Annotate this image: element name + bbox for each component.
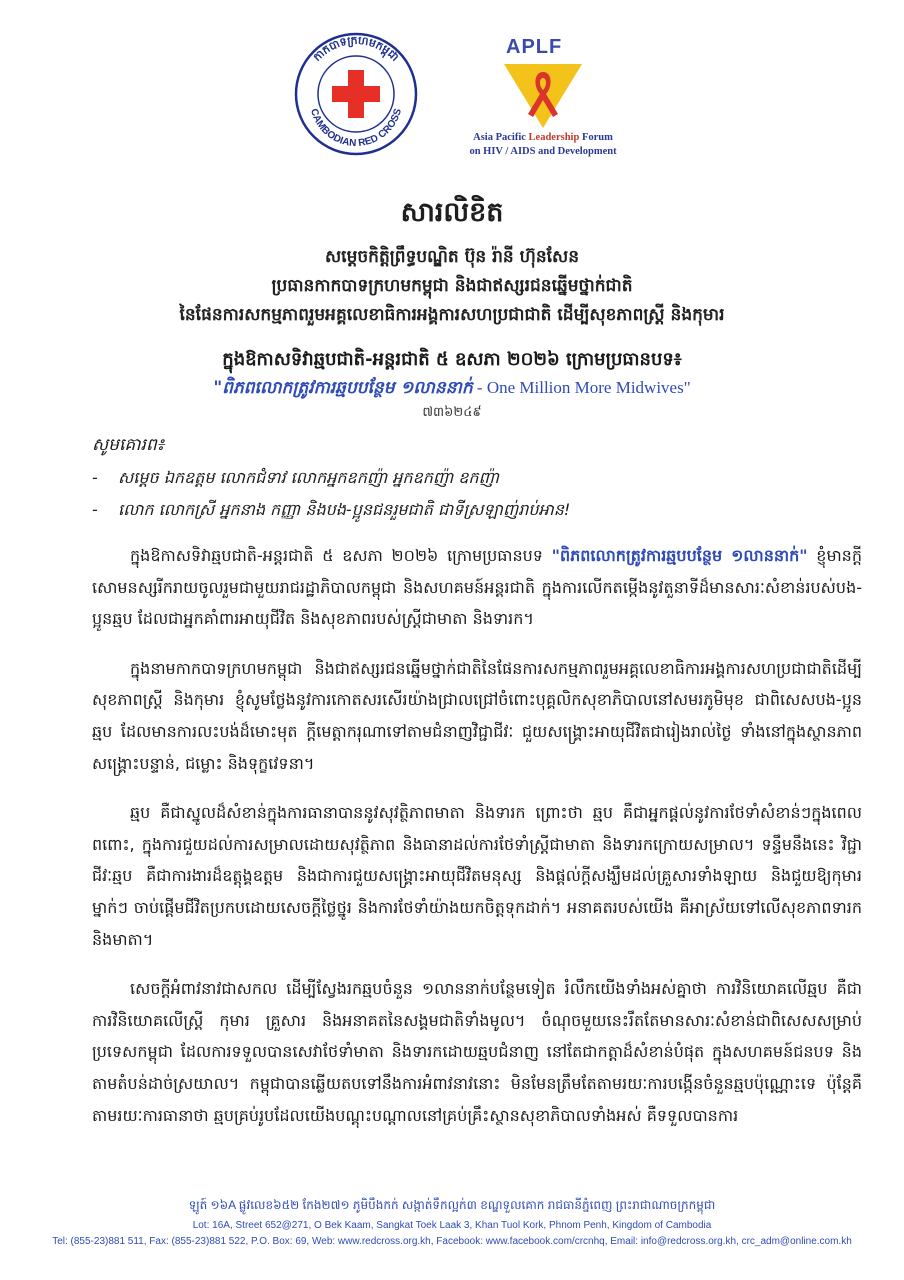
body-paragraph-3: ឆ្មប គឺជាស្នូលដ៏សំខាន់ក្នុងការធានាបាននូវសុវត្ថិភាពមាតា និងទារក ព្រោះថា ឆ្មប គឺជាអ្នកផ្តល់នូវការថែទាំសំខាន់ៗក្នុងពេលពពោះ, ក្នុងការជួយដល់ការសម្រាលដោយសុវត្ថិភាព និងធានាដល់ការថែទាំស្ត្រីជាមាតា និងទារកក្រោយសម្រាល។ ទន្ទឹមនឹងនេះ វិជ្ជាជីវៈឆ្មប គឺជាការងារដ៏ឧត្តុង្គឧត្តម និងជាការជួយសង្គ្រោះអាយុជីវិតមនុស្ស និងផ្តល់ក្តីសង្ឃឹមដល់គ្រួសារទាំងឡាយ និងជួយឱ្យកុមារម្នាក់ៗ ចាប់ផ្តើមជីវិតប្រកបដោយសេចក្តីថ្លៃថ្នូរ និងការថែទាំយ៉ាងយកចិត្តទុកដាក់។ អនាគតរបស់យើង គឺអាស្រ័យទៅលើសុខភាពទារក និងមាតា។ [92,803,862,949]
addressee-item [92,462,852,494]
body-paragraph-1 [92,540,862,635]
addressee-text: សម្តេច ឯកឧត្តម លោកជំទាវ លោកអ្នកឧកញ៉ា អ្នកឧកញ៉ា ឧកញ៉ា [118,468,499,487]
greeting: សូមគោរព៖ [92,435,165,455]
addressee-text: លោក លោកស្រី អ្នកនាង កញ្ញា និងបង-ប្អូនជនរួមជាតិ ជាទីស្រឡាញ់រាប់អាន! [118,500,571,519]
aplf-name-part2: Forum [579,132,613,143]
footer-address-english: Lot: 16A, Street 652@271, O Bek Kaam, Sangkat Toek Laak 3, Khan Tuol Kork, Phnom Penh, Kingdom of Cambodia [192,1220,712,1231]
occasion-heading: ក្នុងឱកាសទិវាឆ្មបជាតិ-អន្តរជាតិ ៥ ឧសភា ២០២៦ ក្រោមប្រធានបទ៖ [222,349,682,370]
body-paragraph-2: ក្នុងនាមកាកបាទក្រហមកម្ពុជា និងជាឥស្សរជនឆ្នើមថ្នាក់ជាតិនៃផែនការសកម្មភាពរួមអគ្គលេខាធិការអង្គការសហប្រជាជាតិដើម្បីសុខភាពស្ត្រី និងកុមារ ខ្ញុំសូមថ្លែងនូវការកោតសរសើរយ៉ាងជ្រាលជ្រៅចំពោះបុគ្គលិកសុខាភិបាលនៅសមរភូមិមុខ ជាពិសេសបង-ប្អូនឆ្មប ដែលមានការលះបង់ដ៏មោះមុត ក្តីមេត្តាករុណាទៅតាមជំនាញវិជ្ជាជីវៈ ជួយសង្គ្រោះអាយុជីវិតជារៀងរាល់ថ្ងៃ ទាំងនៅក្នុងស្ថានភាពសង្គ្រោះបន្ទាន់, ជម្លោះ និងទុក្ខវេទនា។ [92,658,862,773]
cambodian-red-cross-logo [292,30,420,158]
crc-logo-khmer-text: កាកបាទក្រហមកម្ពុជា [310,33,402,64]
p1-theme-highlight: "ពិភពលោកត្រូវការឆ្មបបន្ថែម ១លាននាក់" [551,546,808,565]
theme-english: - One Million More Midwives" [472,378,691,397]
aplf-acronym: APLF [506,36,563,58]
footer-address-khmer: ឡូត៍ ១៦A ផ្លូវលេខ៦៥២ កែង២៧១ ភូមិបឹងកក់ សង្កាត់ទឹកល្អក់៣ ខណ្ឌទួលគោក រាជធានីភ្នំពេញ ព្រះរាជាណាចក្រកម្ពុជា [188,1198,716,1212]
letter-body [92,540,862,1149]
addressee-list [92,462,852,526]
list-dash: - [92,500,98,519]
addressee-item [92,494,852,526]
sender-role-line1: ប្រធានកាកបាទក្រហមកម្ពុជា និងជាឥស្សរជនឆ្នើមថ្នាក់ជាតិ [271,276,633,296]
aplf-tagline: on HIV / AIDS and Development [469,146,617,157]
red-ribbon-icon [502,62,584,130]
letter-title: សារលិខិត [400,197,504,228]
footer-contact-info: Tel: (855-23)881 511, Fax: (855-23)881 522, P.O. Box: 69, Web: www.redcross.org.kh, Facebook: www.facebook.com/crcnhq, Email: info@redcross.org.kh, crc_adm@online.com.kh [52,1236,852,1247]
aplf-name-highlight: Leadership [528,132,580,143]
aplf-logo [458,36,628,166]
svg-text:កាកបាទក្រហមកម្ពុជា [311,34,402,64]
letter-title-block [40,196,864,424]
p1-intro: ក្នុងឱកាសទិវាឆ្មបជាតិ-អន្តរជាតិ ៥ ឧសភា ២០២៦ ក្រោមប្រធានបទ [130,546,552,565]
crc-logo-english-text: CAMBODIAN RED CROSS [308,107,404,150]
red-cross-emblem-icon [292,30,420,158]
letterhead [0,0,904,190]
aplf-name [458,132,628,143]
p1-rest: ខ្ញុំមានក្តីសោមនស្សរីករាយចូលរួមជាមួយរាជរដ្ឋាភិបាលកម្ពុជា និងសហគមន៍អន្តរជាតិ ក្នុងការលើកតម្កើងនូវតួនាទីដ៏មានសារៈសំខាន់របស់បង-ប្អូនឆ្មប ដែលជាអ្នកគាំពារអាយុជីវិត និងសុខភាពរបស់ស្ត្រីជាមាតា និងទារក។ [92,546,862,629]
letter-footer [0,1196,904,1250]
theme-khmer: "ពិភពលោកត្រូវការឆ្មបបន្ថែម ១លាននាក់ [213,378,473,398]
theme-heading [40,374,864,402]
sender-role-line2: នៃផែនការសកម្មភាពរួមអគ្គលេខាធិការអង្គការសហប្រជាជាតិ ដើម្បីសុខភាពស្ត្រី និងកុមារ [179,305,725,325]
reference-number: ៧៣៦២៤៩ [422,405,482,420]
aplf-name-part1: Asia Pacific [473,132,529,143]
list-dash: - [92,468,98,487]
sender-name: សម្តេចកិត្តិព្រឹទ្ធបណ្ឌិត ប៊ុន រ៉ានី ហ៊ុនសែន [325,247,579,267]
body-paragraph-4: សេចក្តីអំពាវនាវជាសកល ដើម្បីស្វែងរកឆ្មបចំនួន ១លាននាក់បន្ថែមទៀត រំលឹកយើងទាំងអស់គ្នាថា ការវិនិយោគលើឆ្មប គឺជាការវិនិយោគលើស្ត្រី កុមារ គ្រួសារ និងអនាគតនៃសង្គមជាតិទាំងមូល។ ចំណុចមួយនេះរឹតតែមានសារៈសំខាន់ជាពិសេសសម្រាប់ប្រទេសកម្ពុជា ដែលការទទួលបានសេវាថែទាំមាតា និងទារកដោយឆ្មបជំនាញ នៅតែជាកត្តាដ៏សំខាន់បំផុត ក្នុងសហគមន៍ជនបទ និងតាមតំបន់ដាច់ស្រយាល។ កម្ពុជាបានឆ្លើយតបទៅនឹងការអំពាវនាវនោះ មិនមែនត្រឹមតែតាមរយៈការបង្កើនចំនួនឆ្មបប៉ុណ្ណោះទេ ប៉ុន្តែគឺតាមរយៈការធានាថា ឆ្មបគ្រប់រូបដែលយើងបណ្តុះបណ្តាលនៅគ្រប់គ្រឹះស្ថានសុខាភិបាលទាំងអស់ គឺទទួលបានការ [92,979,862,1125]
